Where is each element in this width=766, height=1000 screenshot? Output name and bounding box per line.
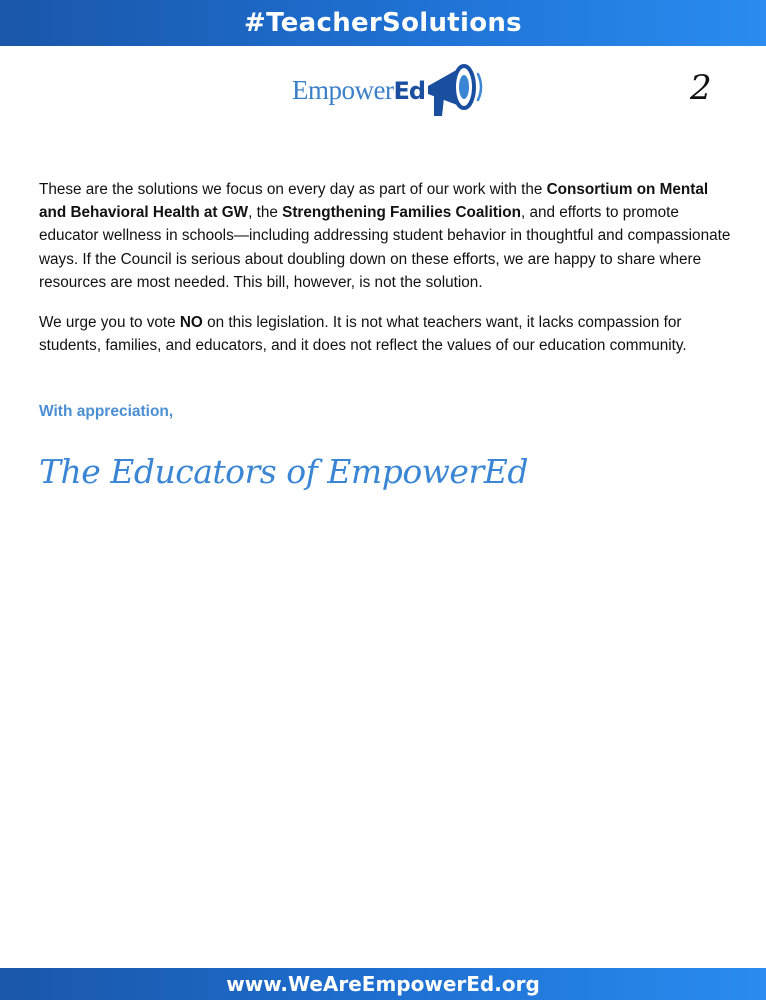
text-run: , the: [248, 204, 283, 222]
text-run: on this legislation. It is not what teachers want, it lacks compassion for students, families, and educators, and it does not reflect the values of our education community.: [39, 314, 687, 355]
logo-wordmark: [292, 75, 425, 106]
bottom-banner: [0, 968, 766, 1000]
paragraph-solutions: [39, 178, 739, 294]
signature: The Educators of EmpowerEd: [39, 452, 528, 491]
text-run: These are the solutions we focus on every day as part of our work with the: [39, 181, 547, 198]
closing-line: With appreciation,: [39, 403, 174, 420]
logo-suffix: Ed: [393, 76, 426, 105]
bold-no: NO: [179, 314, 203, 332]
bold-consortium: Consortium on Mental and Behavioral Health at GW: [39, 181, 709, 222]
bold-coalition: Strengthening Families Coalition: [282, 204, 521, 222]
logo-prefix: Empower: [292, 74, 394, 105]
letter-body: [39, 178, 739, 374]
text-run: We urge you to vote: [39, 314, 180, 332]
paragraph-vote: [39, 311, 739, 357]
empowered-logo: [292, 62, 488, 118]
megaphone-icon: [426, 62, 488, 118]
top-banner: [0, 0, 766, 46]
hashtag-title: #TeacherSolutions: [244, 8, 522, 38]
footer-url[interactable]: www.WeAreEmpowerEd.org: [226, 972, 540, 996]
text-run: , and efforts to promote educator wellness in schools—including addressing student behavior in thoughtful and compassionate ways. If the Council is serious about doubling down on these efforts, we are happy to share where resources are most needed. This bill, however, is not the solution.: [39, 204, 731, 291]
page-number: 2: [690, 68, 712, 108]
